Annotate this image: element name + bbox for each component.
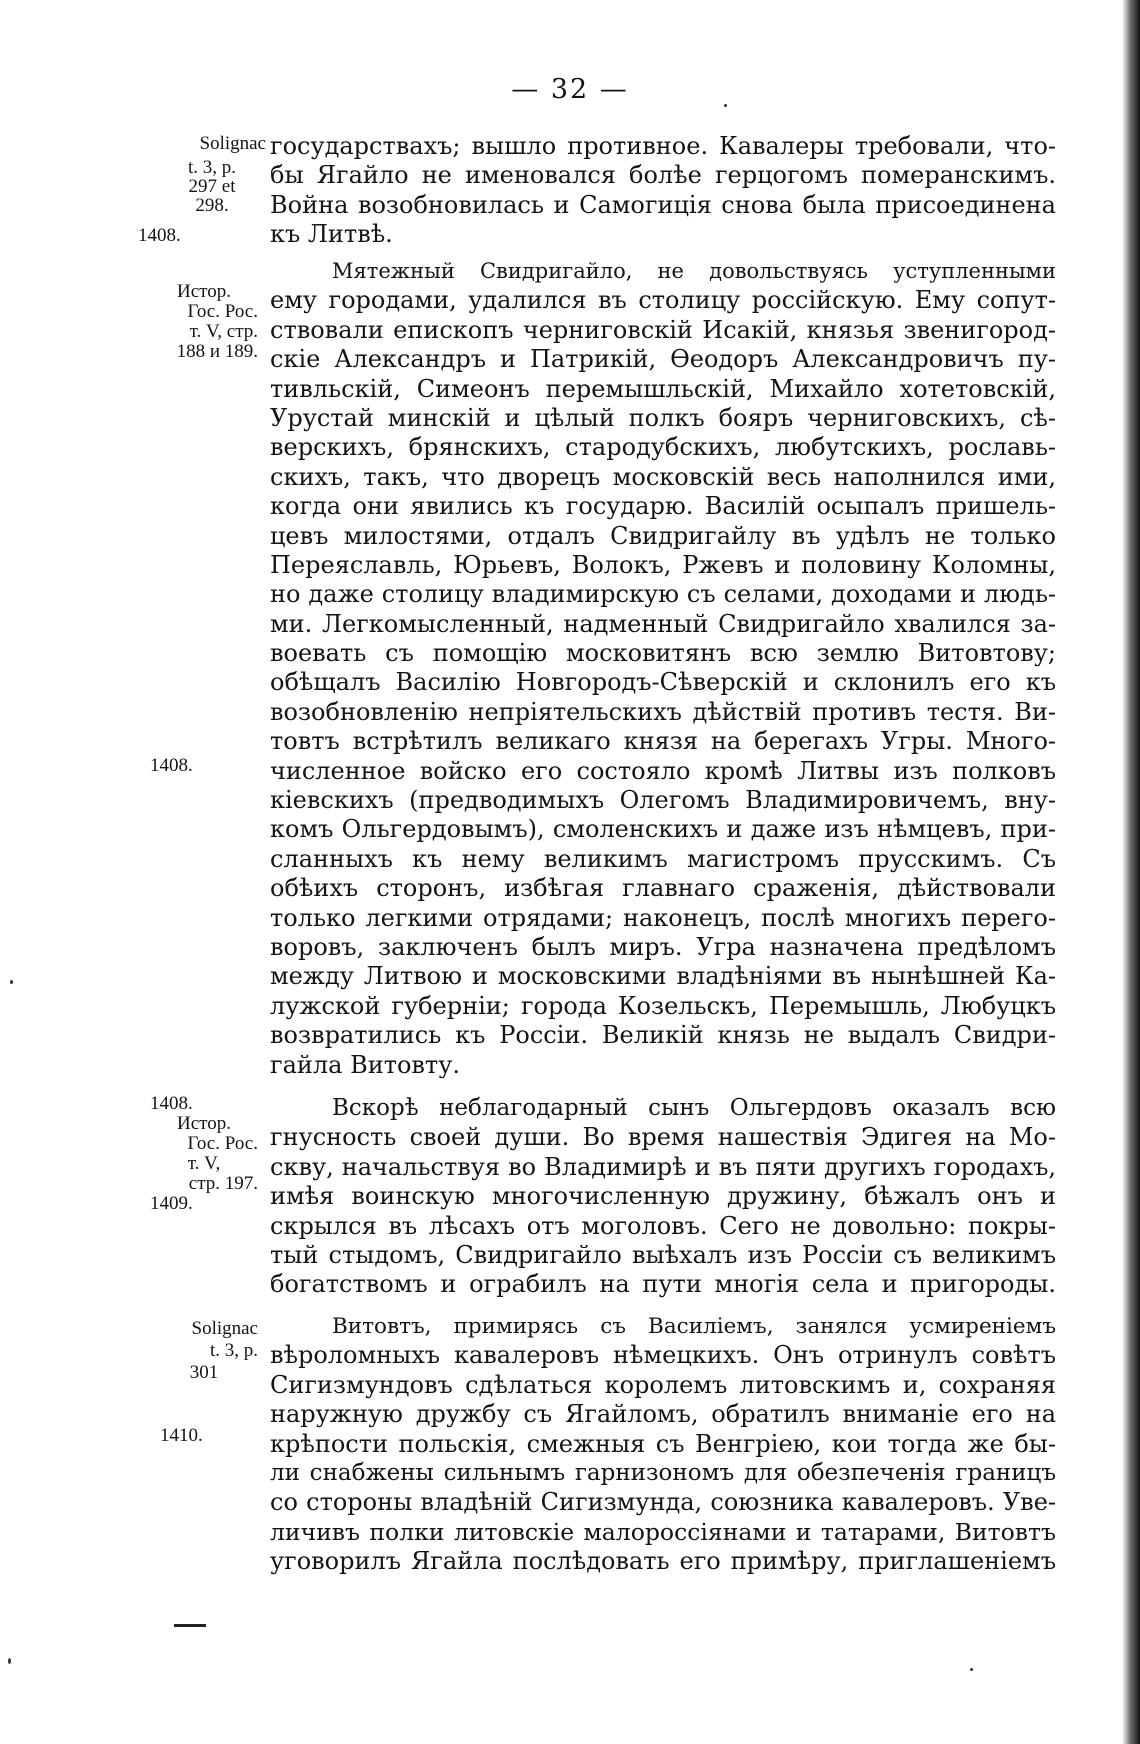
text-line: Витовтъ, примирясь съ Василiемъ, занялся усмиренiемъ [332,1314,1056,1339]
text-line: уговорилъ Ягайла послѣдовать его примѣру, приглашенiемъ [270,1547,1056,1576]
text-line: скихъ, такъ, что дворецъ московскiй весь наполнился ими, [270,462,1056,491]
paragraph-3 [270,1094,1056,1300]
text-line: бы Ягайло не именовался болѣе герцогомъ померанскимъ. [270,161,1056,190]
text-line: обѣихъ сторонъ, избѣгая главнаго сраженiя, дѣйствовали [270,874,1056,903]
text-line: Урустай минскiй и цѣлый полкъ бояръ черниговскихъ, сѣ- [270,403,1056,432]
text-line: вѣроломныхъ кавалеровъ нѣмецкихъ. Онъ отринулъ совѣтъ [270,1341,1056,1370]
margin-note-line: Истор. [177,1113,231,1134]
margin-note-line: 1408. [150,755,193,776]
text-line: крѣпости польскiя, смежныя съ Венгрiею, кои тогда же бы- [270,1429,1056,1458]
text-line: ми. Легкомысленный, надменный Свидригайло хвалился за- [270,609,1056,638]
margin-note-line: 1408. [150,1093,193,1114]
text-line: къ Литвѣ. [270,220,393,249]
page-edge-shadow [1122,0,1140,1744]
margin-note-line: 1409. [150,1193,193,1214]
margin-note-year-1408-b [150,752,258,780]
paragraph-2 [270,257,1056,1080]
text-line: богатствомъ и ограбилъ на пути многiя села и пригороды. [270,1270,1056,1299]
margin-note-istor-1 [150,282,258,362]
printer-dash-mark [174,1624,206,1627]
text-line: обѣщалъ Василiю Новгородъ-Сѣверскiй и склонилъ его къ [270,668,1056,697]
text-line: возвратились къ Россiи. Великiй князь не выдалъ Свидри- [270,1021,1056,1050]
text-line: только легкими отрядами; наконецъ, послѣ многихъ перего- [270,903,1056,932]
text-line: воровъ, заключенъ былъ миръ. Угра назначена предѣломъ [270,932,1056,961]
text-line: ли снабжены сильнымъ гарнизономъ для обезпеченiя границъ [270,1459,1056,1486]
text-line: численное войско его состояло кромѣ Литвы изъ полковъ [270,756,1056,785]
margin-note-line: Истор. [177,281,231,302]
text-line: кiевскихъ (предводимыхъ Олегомъ Владимировичемъ, вну- [270,786,1056,815]
text-line: наружную дружбу съ Ягайломъ, обратилъ вниманiе его на [270,1400,1056,1429]
margin-note-line: т. V, стр. [189,321,258,342]
scan-speck [10,980,13,984]
margin-note-line: 1408. [138,225,181,246]
margin-note-line: t. 3, p. [209,1340,258,1361]
text-line: скiе Александръ и Патрикiй, Ѳеодоръ Александровичъ пу- [270,345,1056,374]
text-line: но даже столицу владимирскую съ селами, доходами и людь- [270,580,1056,609]
margin-note-year-1408-a [138,222,246,250]
margin-note-line: 298. [195,195,229,216]
text-line: товтъ встрѣтилъ великаго князя на берегахъ Угры. Много- [270,727,1056,756]
paragraph-1 [270,132,1056,250]
scan-speck [970,1668,973,1671]
text-line: Переяславль, Юрьевъ, Волокъ, Ржевъ и половину Коломны, [270,550,1056,579]
text-line: со стороны владѣнiй Сигизмунда, союзника кавалеровъ. Уве- [270,1488,1056,1517]
text-line: воевать съ помощiю московитянъ всю землю Витовтову; [270,639,1056,668]
text-line: комъ Ольгердовымъ), смоленскихъ и даже изъ нѣмцевъ, при- [270,815,1056,844]
margin-note-solignac-2 [150,1318,258,1384]
text-line: сланныхъ къ нему великимъ магистромъ прусскимъ. Съ [270,844,1056,873]
text-line: скрылся въ лѣсахъ отъ моголовъ. Сего не довольно: покры- [270,1211,1056,1240]
margin-note-line: т. V, [187,1153,221,1174]
text-line: верскихъ, брянскихъ, стародубскихъ, любутскихъ, рославь- [270,433,1056,462]
text-line: возобновленiю непрiятельскихъ дѣйствiй противъ тестя. Ви- [270,697,1056,726]
text-line: Война возобновилась и Самогицiя снова была присоединена [270,190,1056,219]
text-line: цевъ милостями, отдалъ Свидригайлу въ удѣлъ не только [270,521,1056,550]
margin-note-line: 1410. [160,1425,203,1446]
margin-note-line: Гос. Рос. [187,301,258,322]
margin-note-line: Гос. Рос. [187,1133,258,1154]
scan-speck [8,1658,11,1664]
text-line: между Литвою и московскими владѣнiями въ нынѣшней Ка- [270,962,1056,991]
text-line: ему городами, удалился въ столицу россiйскую. Ему сопут- [270,286,1056,315]
margin-note-line: 301 [189,1362,219,1383]
text-line: гайла Витовту. [270,1050,460,1079]
margin-note-line: стр. 197. [188,1173,258,1194]
paragraph-4 [270,1312,1056,1577]
margin-note-line: 188 и 189. [176,341,258,362]
text-line: Вскорѣ неблагодарный сынъ Ольгердовъ оказалъ всю [332,1095,1056,1121]
margin-note-istor-2 [150,1094,258,1214]
text-line: скву, начальствуя во Владимирѣ и въ пяти другихъ городахъ, [270,1152,1056,1181]
text-line: Мятежный Свидригайло, не довольствуясь уступленными [332,259,1056,283]
margin-note-line: Solignac [191,1318,258,1339]
text-line: Сигизмундовъ сдѣлаться королемъ литовскимъ и, сохраняя [270,1370,1056,1399]
margin-note-solignac-1 [158,130,266,215]
text-line: ствовали епископъ черниговскiй Исакiй, князья звенигород- [270,315,1056,344]
text-line: тый стыдомъ, Свидригайло выѣхалъ изъ Россiи съ великимъ [270,1240,1056,1269]
text-line: гнусность своей души. Во время нашествiя Эдигея на Мо- [270,1123,1056,1152]
text-line: государствахъ; вышло противное. Кавалеры требовали, что- [270,132,1056,160]
text-line: тивльскiй, Симеонъ перемышльскiй, Михайло хотетовскiй, [270,374,1056,403]
text-line: личивъ полки литовскiе малороссiянами и татарами, Витовтъ [270,1517,1056,1546]
text-line: имѣя воинскую многочисленную дружину, бѣжалъ онъ и [270,1182,1056,1211]
margin-note-line: 297 et [188,176,236,197]
margin-note-line: Solignac [199,133,266,154]
margin-note-year-1410 [160,1422,268,1450]
margin-note-line: t. 3, p. [187,157,237,178]
text-line: лужской губернiи; города Козельскъ, Перемышль, Любуцкъ [270,991,1056,1020]
page-number: — 32 — [511,74,629,105]
text-line: когда они явились къ государю. Василiй осыпалъ пришель- [270,492,1056,521]
scan-speck [724,104,727,107]
